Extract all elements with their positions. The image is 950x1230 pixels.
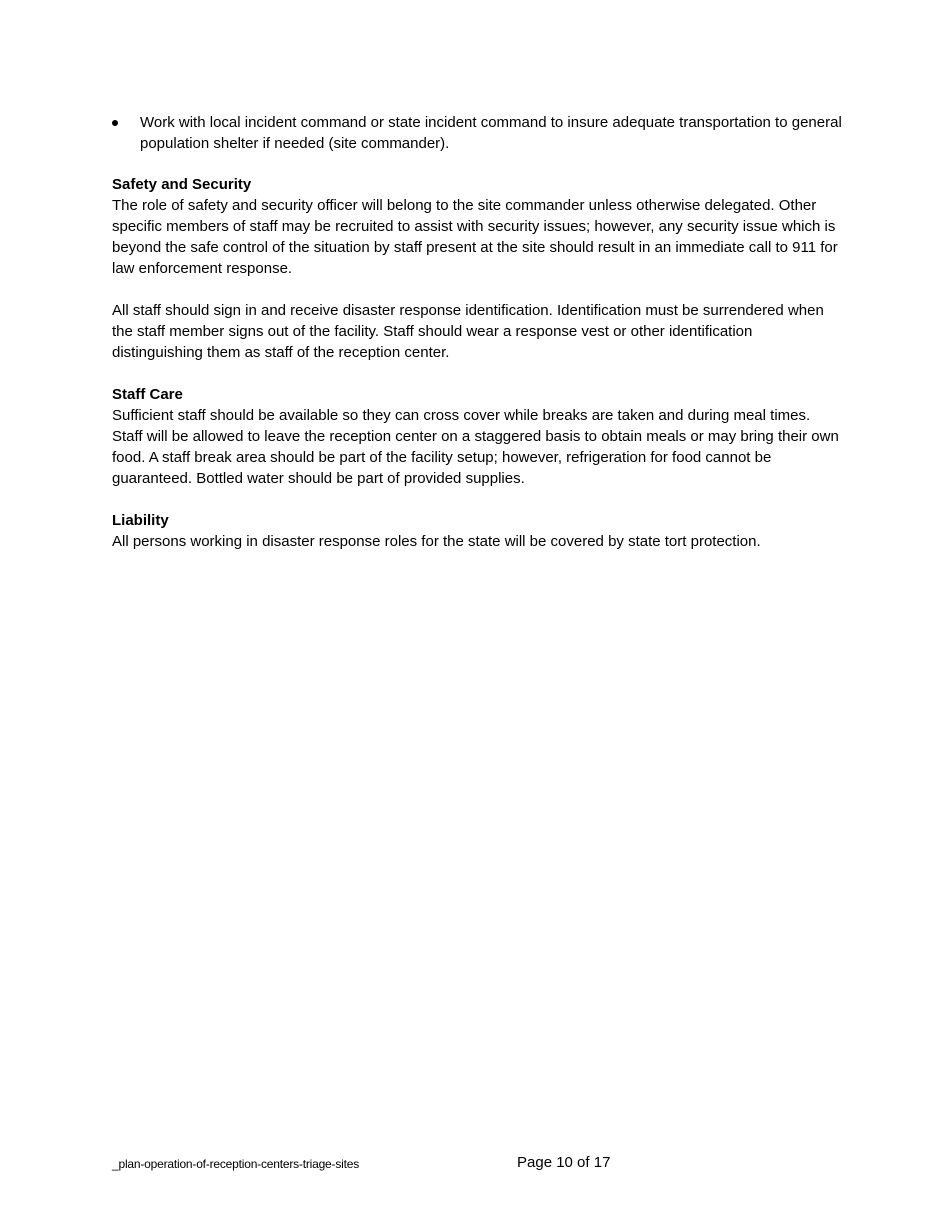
bullet-text: Work with local incident command or state incident command to insure adequate transportation to general population shelter if needed (site commander). <box>140 114 842 152</box>
paragraph: Sufficient staff should be available so they can cross cover while breaks are taken and during meal times. Staff will be allowed to leave the reception center on a staggered basis to obtain meals or may bring their own food. A staff break area should be part of the facility setup; however, refrigeration for food cannot be guaranteed. Bottled water should be part of provided supplies. <box>112 407 839 487</box>
footer-page-number: Page 10 of 17 <box>517 1154 611 1171</box>
section-staff-care <box>112 384 842 489</box>
section-safety-and-security <box>112 174 842 363</box>
footer-document-name: _plan-operation-of-reception-centers-triage-sites <box>112 1157 359 1171</box>
section-heading: Staff Care <box>112 386 183 403</box>
paragraph: All staff should sign in and receive disaster response identification. Identification must be surrendered when the staff member signs out of the facility. Staff should wear a response vest or other identification distinguishing them as staff of the reception center. <box>112 302 824 361</box>
bullet-icon <box>112 120 118 126</box>
section-heading: Safety and Security <box>112 176 252 193</box>
section-heading: Liability <box>112 512 169 529</box>
section-liability <box>112 510 842 552</box>
paragraph: The role of safety and security officer will belong to the site commander unless otherwise delegated. Other specific members of staff may be recruited to assist with security issues; however, any security issue which is beyond the safe control of the situation by staff present at the site should result in an immediate call to 911 for law enforcement response. <box>112 197 838 277</box>
bullet-list-item <box>112 112 842 154</box>
page-content <box>112 112 842 573</box>
paragraph: All persons working in disaster response roles for the state will be covered by state tort protection. <box>112 533 761 550</box>
